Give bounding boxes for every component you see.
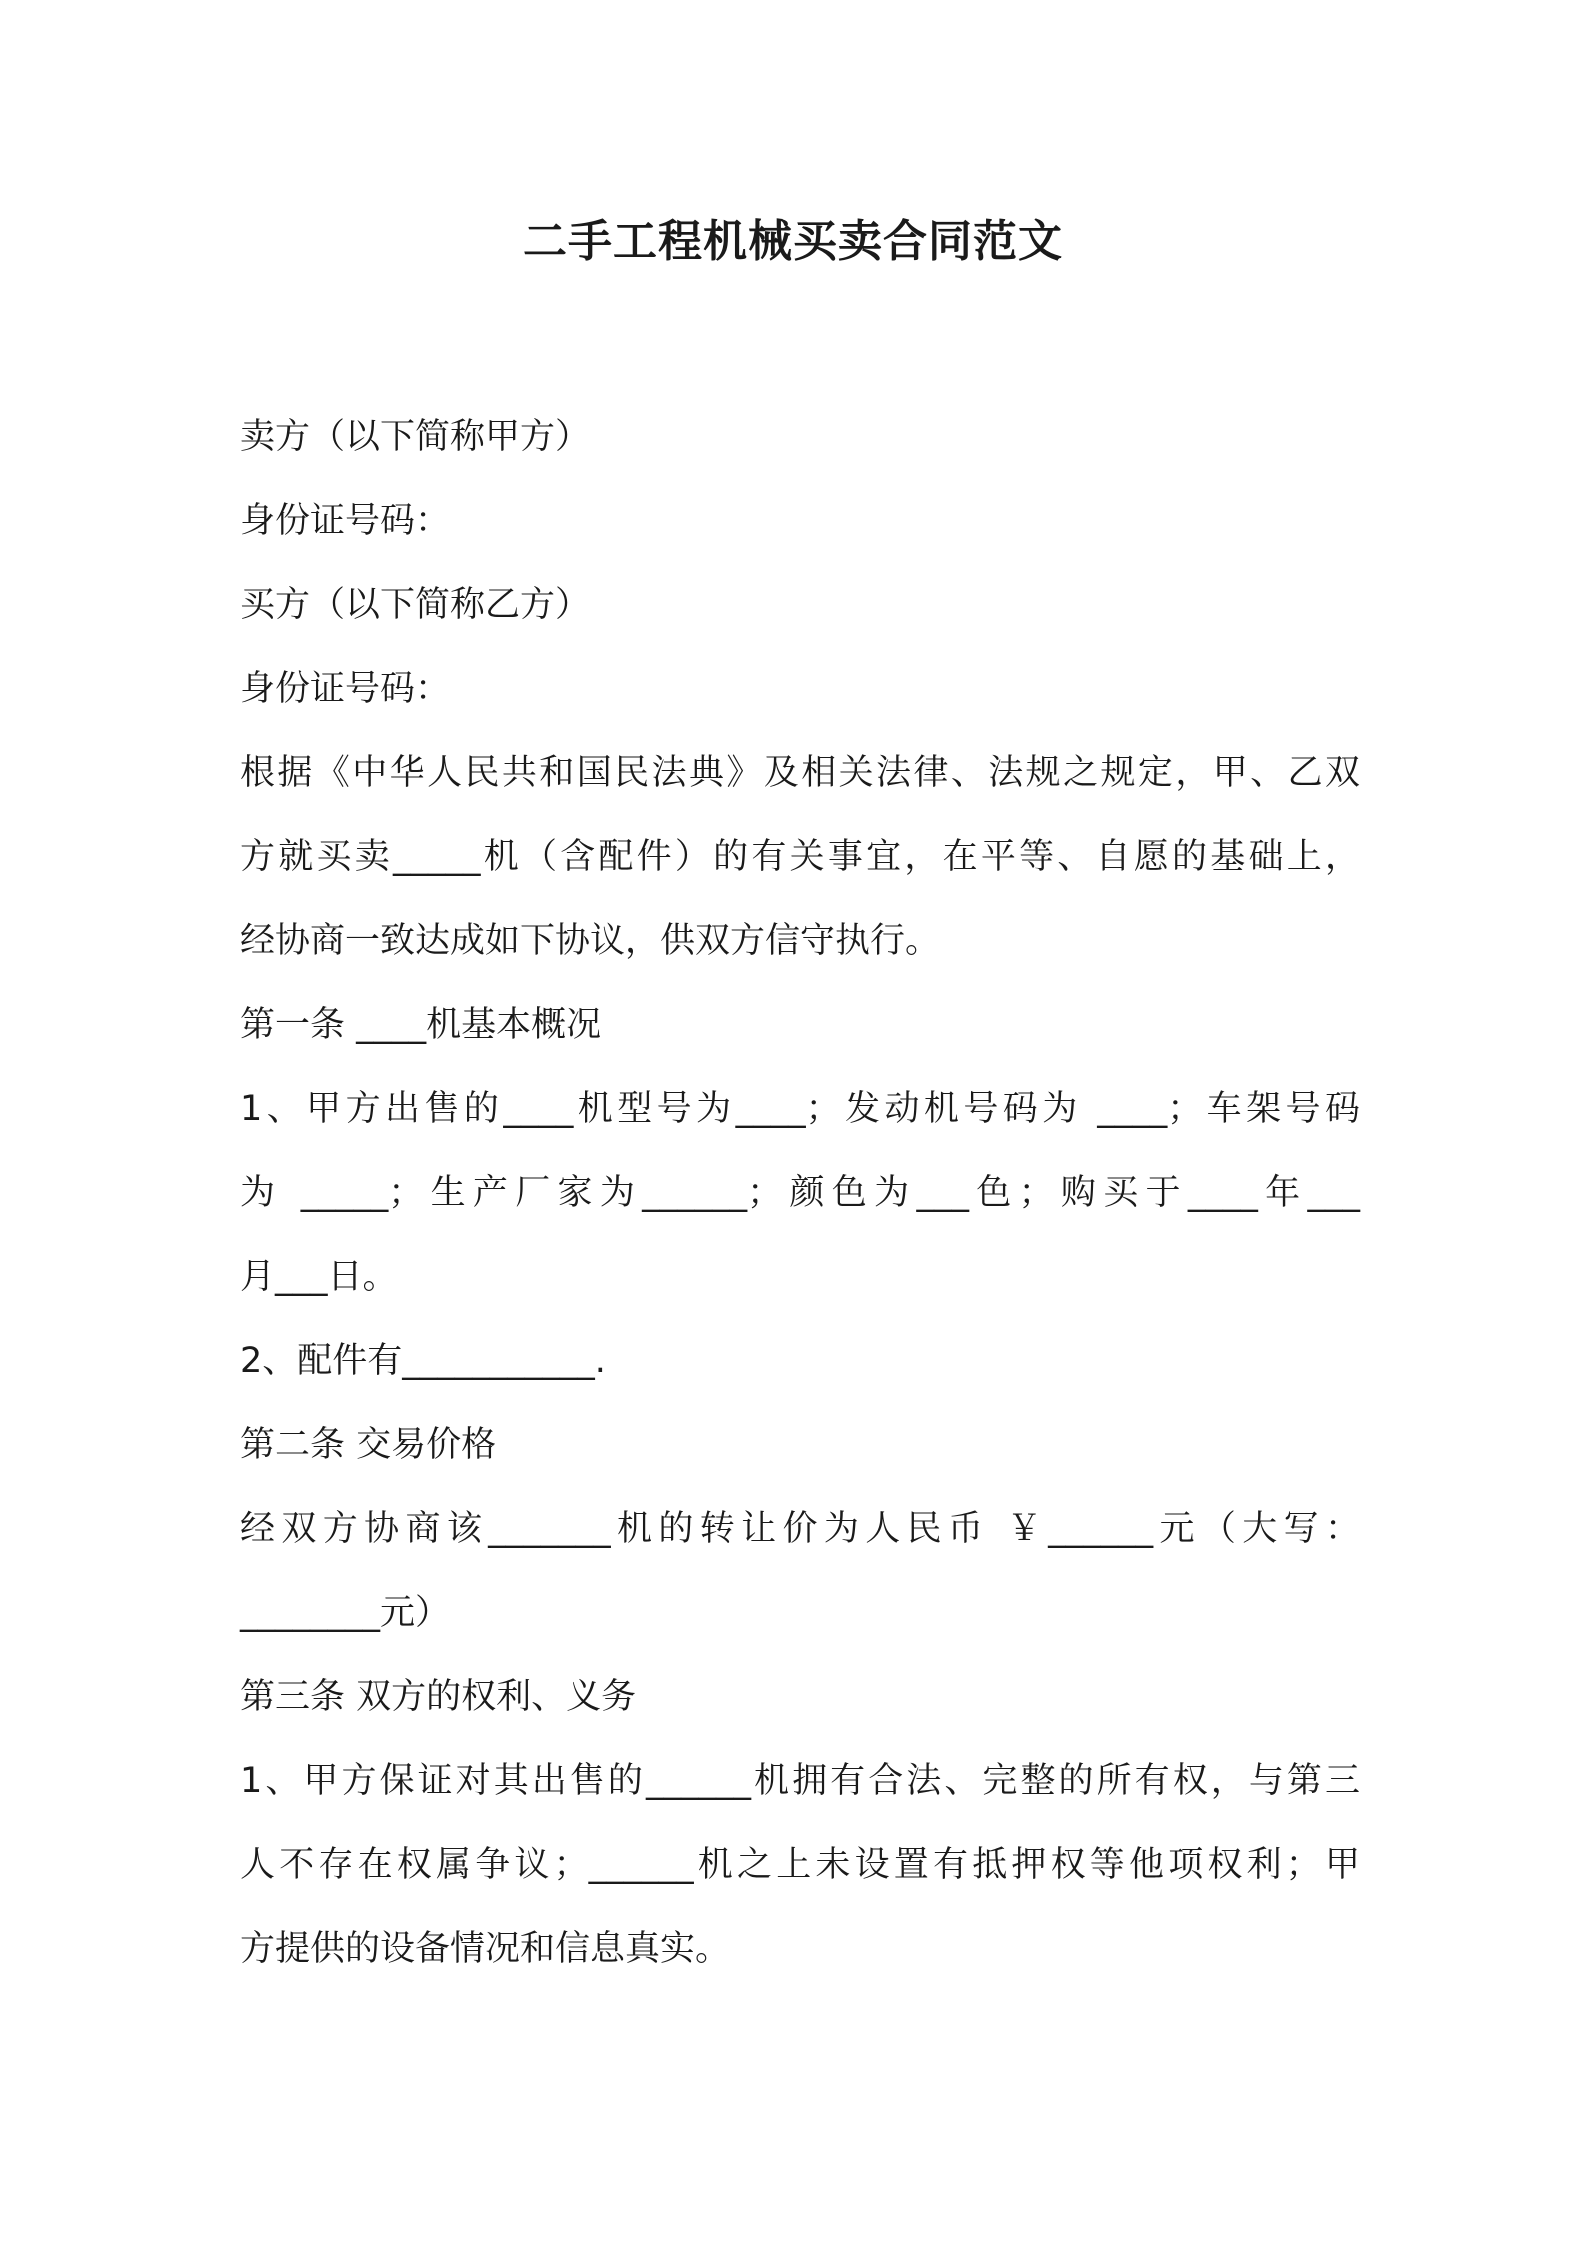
article-3-heading: 第三条 双方的权利、义务 <box>240 1677 637 1717</box>
article-1-item-2: 2、配件有___________. <box>240 1341 606 1381</box>
seller-id-label: 身份证号码： <box>240 501 451 541</box>
article-1-item-1-line-3: 月___日。 <box>240 1257 398 1297</box>
article-2-price-line-2: ________元） <box>240 1593 451 1633</box>
article-1-heading: 第一条 ____机基本概况 <box>240 1005 602 1045</box>
article-3-item-1-line-1: 1、甲方保证对其出售的______机拥有合法、完整的所有权，与第三 <box>240 1761 1360 1801</box>
buyer-label: 买方（以下简称乙方） <box>240 585 591 625</box>
article-2-heading: 第二条 交易价格 <box>240 1425 497 1465</box>
preamble-line-2: 方就买卖_____机（含配件）的有关事宜，在平等、自愿的基础上， <box>240 837 1360 877</box>
article-1-item-1-line-2: 为 _____；生产厂家为______；颜色为___色；购买于____年___ <box>240 1173 1360 1213</box>
buyer-id-label: 身份证号码： <box>240 669 451 709</box>
article-3-item-1-line-3: 方提供的设备情况和信息真实。 <box>240 1929 731 1969</box>
preamble-line-1: 根据《中华人民共和国民法典》及相关法律、法规之规定，甲、乙双 <box>240 753 1360 793</box>
article-2-price-line-1: 经双方协商该_______机的转让价为人民币 ￥______元（大写： <box>240 1509 1360 1549</box>
article-3-item-1-line-2: 人不存在权属争议；______机之上未设置有抵押权等他项权利；甲 <box>240 1845 1360 1885</box>
document-title: 二手工程机械买卖合同范文 <box>523 216 1063 267</box>
article-1-item-1-line-1: 1、甲方出售的____机型号为____；发动机号码为 ____；车架号码 <box>240 1089 1360 1129</box>
seller-label: 卖方（以下简称甲方） <box>240 417 591 457</box>
preamble-line-3: 经协商一致达成如下协议，供双方信守执行。 <box>240 921 941 961</box>
